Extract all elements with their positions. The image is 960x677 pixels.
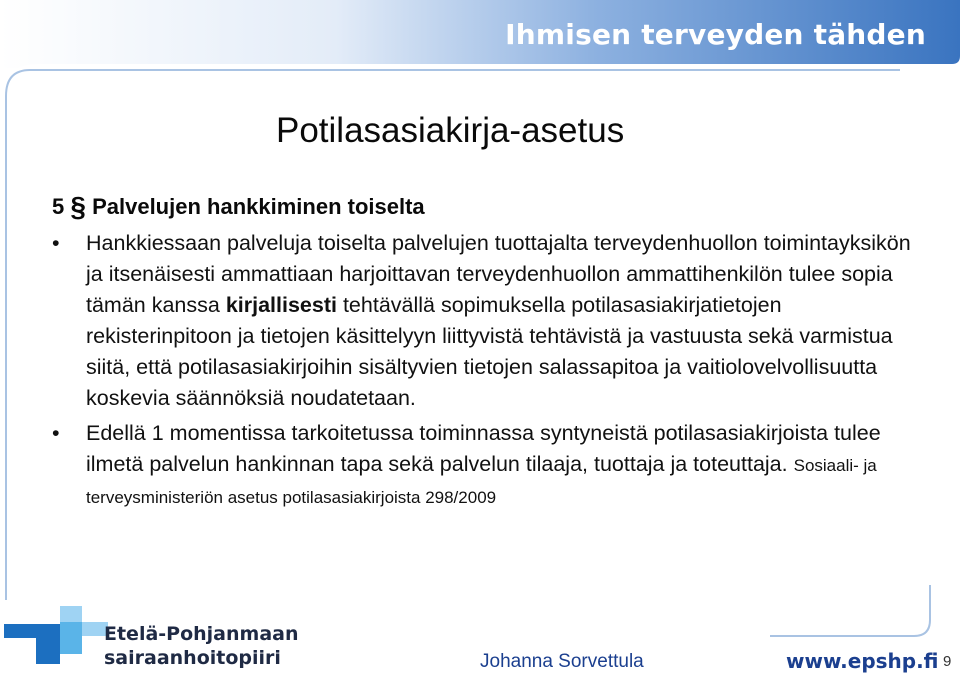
bullet-2-text: Edellä 1 momentissa tarkoitetussa toiminnassa syntyneistä potilasasiakirjoista tulee ilmetä palvelun hankinnan tapa sekä palvelun tilaaja, tuottaja ja toteuttaja. [86,421,881,476]
bullet-item-1 [52,228,912,414]
bullet-1-text: Hankkiessaan palveluja toiselta palvelujen tuottajalta terveydenhuollon toimintayksikön ja itsenäisesti ammattiaan harjoittavan terveydenhuollon ammattihenkilön tulee sopia tämän kanssa [86,231,911,317]
page-number: 9 [943,653,952,670]
section-symbol: § [70,191,86,222]
section-heading [52,191,425,223]
tagline: Ihmisen terveyden tähden [505,18,926,51]
bullet-1-text-continued: tehtävällä sopimuksella potilasasiakirjatietojen rekisterinpitoon ja tietojen käsittelyyn liittyvistä tehtävistä ja vastuusta sekä varmistua siitä, että potilasasiakirjoihin sisältyvien tietojen salassapitoa ja vaitiolovelvollisuutta koskevia säännöksiä noudatetaan. [86,293,893,410]
author-name: Johanna Sorvettula [480,651,644,672]
organization-name [104,622,299,670]
bullet-dot-icon: • [52,231,60,255]
slide-title: Potilasasiakirja-asetus [276,111,625,150]
bullet-dot-icon: • [52,421,60,445]
bullet-1-bold-text: kirjallisesti [225,293,337,317]
website-link[interactable]: www.epshp.fi [786,649,939,673]
section-number: 5 [52,194,65,219]
bullet-list [52,228,912,513]
slide-content [52,228,912,513]
organization-name-line2: sairaanhoitopiiri [104,647,281,669]
section-heading-text: Palvelujen hankkiminen toiselta [92,194,425,219]
source-citation: Sosiaali- ja terveysministeriön asetus potilasasiakirjoista 298/2009 [86,456,877,507]
bullet-item-2 [52,418,912,513]
organization-name-line1: Etelä-Pohjanmaan [104,623,299,645]
top-banner [0,0,960,68]
